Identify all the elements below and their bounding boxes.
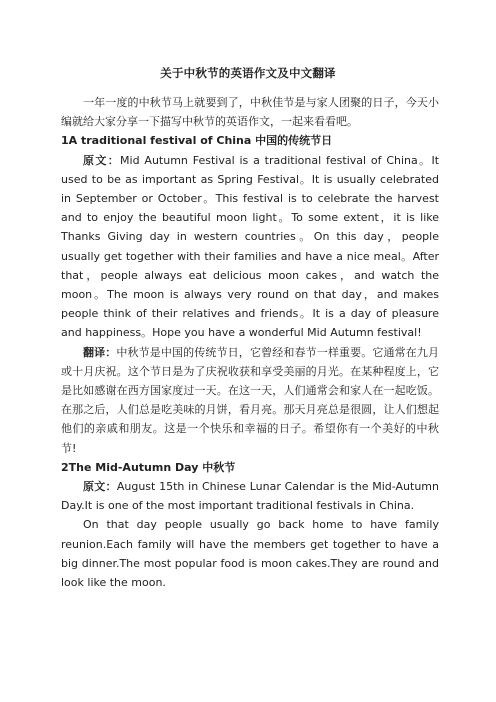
section-2-paragraph-1 (61, 477, 439, 515)
section-2-paragraph-2: On that day people usually go back home to have family reunion.Each family will have the members get together to have a big dinner.The most popular food is moon cakes.They are round and look like the moon. (61, 518, 439, 590)
section-2-heading: 2The Mid-Autumn Day 中秋节 (61, 460, 236, 474)
section-1-translation-text: 中秋节是中国的传统节日，它曾经和春节一样重要。它通常在九月或十月庆祝。这个节日是为了庆祝收获和享受美丽的月光。在某种程度上，它是比如感谢在西方国家度过一天。在这一天，人们通常会和家人在一起吃饭。在那之后，人们总是吃美味的月饼，看月亮。那天月亮总是很圆，让人们想起他们的亲戚和朋友。这是一个快乐和幸福的日子。希望你有一个美好的中秋节! (61, 345, 440, 455)
document-title: 关于中秋节的英语作文及中文翻译 (160, 66, 336, 80)
intro-paragraph: 一年一度的中秋节马上就要到了，中秋佳节是与家人团聚的日子，今天小编就给大家分享一下描写中秋节的英语作文，一起来看看吧。 (61, 96, 439, 129)
section-1-original-text: Mid Autumn Festival is a traditional festival of China。It used to be as important as Spring Festival。It is usually celebrated in September or October。This festival is to celebrate the harvest and to enjoy the beautiful moon light。To some extent，it is like Thanks Giving day in western countries。On this day，people usually get together with their families and have a nice meal。After that，people always eat delicious moon cakes，and watch the moon。The moon is always very round on that day，and makes people think of their relatives and friends。It is a day of pleasure and happiness。Hope you have a wonderful Mid Autumn festival! (61, 153, 440, 340)
original-label: 原文： (83, 153, 121, 167)
section-2-paragraph-1-text: August 15th in Chinese Lunar Calendar is the Mid-Autumn Day.It is one of the most important traditional festivals in China. (61, 480, 439, 513)
section-1-heading: 1A traditional festival of China 中国的传统节日 (61, 134, 333, 148)
original-label: 原文： (83, 480, 117, 494)
document-body (61, 93, 439, 592)
section-1-original (61, 151, 439, 343)
section-1-translation (61, 343, 439, 458)
translation-label: 翻译： (83, 345, 117, 359)
